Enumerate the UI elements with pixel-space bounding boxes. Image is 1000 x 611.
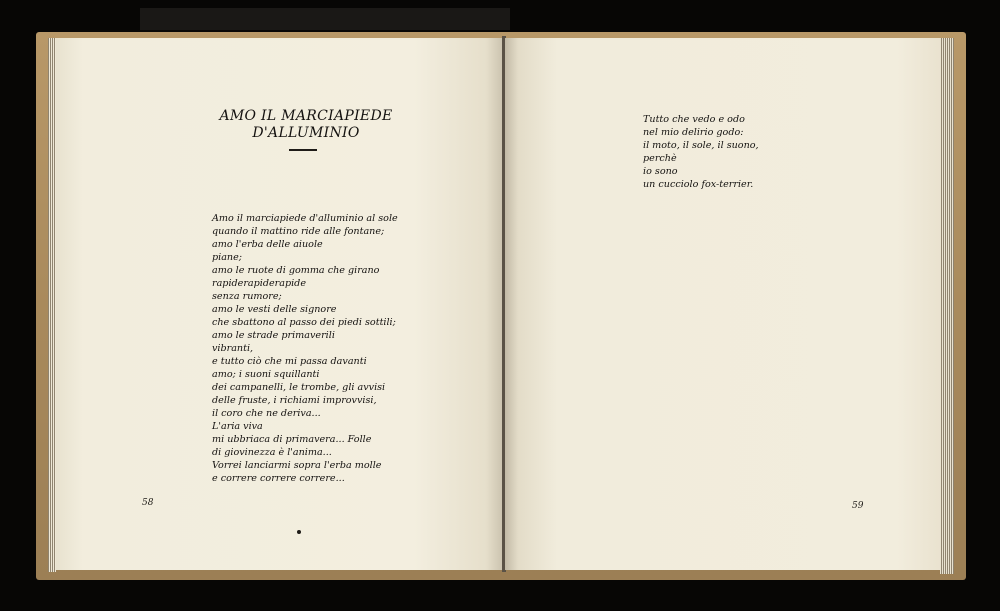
poem-line: piane;: [212, 252, 243, 263]
poem-line: amo le strade primaverili: [212, 330, 335, 341]
poem-line: vibranti,: [212, 343, 254, 354]
poem-line: mi ubbriaca di primavera... Folle: [212, 434, 372, 445]
poem-body-right: [643, 113, 759, 191]
poem-line: amo le ruote di gomma che girano: [212, 265, 380, 276]
title-rule: [289, 149, 317, 151]
poem-line: di giovinezza è l'anima...: [212, 447, 332, 458]
page-edges-right: [940, 38, 954, 574]
poem-line: e correre correre correre...: [212, 473, 345, 484]
poem-line: delle fruste, i richiami improvvisi,: [212, 395, 377, 406]
poem-line: amo l'erba delle aiuole: [212, 239, 323, 250]
background-shadow: [140, 8, 510, 30]
poem-line: rapiderapiderapide: [212, 278, 307, 289]
poem-line: L'aria viva: [212, 421, 263, 432]
poem-line: io sono: [643, 166, 678, 177]
poem-line: un cucciolo fox-terrier.: [643, 179, 754, 190]
poem-line: Vorrei lanciarmi sopra l'erba molle: [212, 460, 382, 471]
poem-line: amo le vesti delle signore: [212, 304, 337, 315]
page-number-right: 59: [852, 501, 864, 511]
poem-line: perchè: [643, 153, 677, 164]
poem-title-line-2: D'ALLUMINIO: [252, 125, 360, 141]
poem-line: quando il mattino ride alle fontane;: [212, 226, 385, 237]
poem-body-left: [212, 212, 398, 485]
show-through-text: [206, 188, 209, 201]
poem-title-line-1: AMO IL MARCIAPIEDE: [219, 108, 393, 124]
poem-line: Tutto che vedo e odo: [643, 114, 745, 125]
poem-line: dei campanelli, le trombe, gli avvisi: [212, 382, 386, 393]
poem-line: il moto, il sole, il suono,: [643, 140, 759, 151]
poem-line: senza rumore;: [212, 291, 282, 302]
poem-line: amo; i suoni squillanti: [212, 369, 320, 380]
poem-line: e tutto ciò che mi passa davanti: [212, 356, 367, 367]
page-number-left: 58: [142, 498, 154, 508]
page-edges-left: [48, 38, 56, 572]
printer-dot: [297, 530, 301, 534]
left-page: [56, 38, 504, 570]
poem-title: [206, 108, 406, 142]
poem-line: nel mio delirio godo:: [643, 127, 744, 138]
poem-line: che sbattono al passo dei piedi sottili;: [212, 317, 396, 328]
poem-line: Amo il marciapiede d'alluminio al sole: [212, 213, 398, 224]
right-page: [505, 38, 941, 570]
poem-line: il coro che ne deriva...: [212, 408, 321, 419]
